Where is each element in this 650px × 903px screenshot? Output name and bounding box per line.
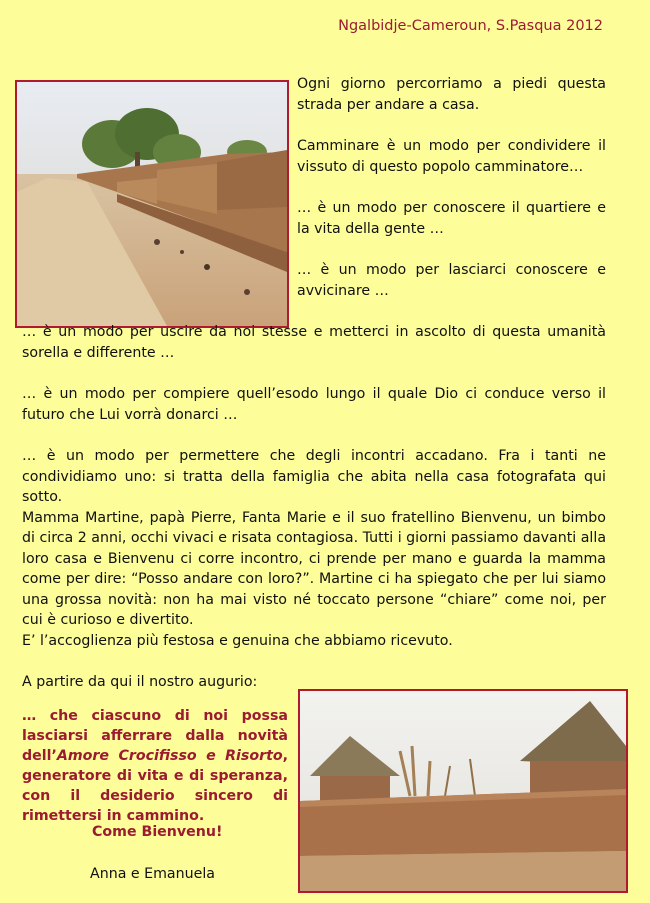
wish-emphasis: Amore Crocifisso e Risorto <box>56 748 283 764</box>
wish-text <box>22 706 288 826</box>
paragraph: … è un modo per lasciarci conoscere e avvicinare … <box>297 262 606 299</box>
signature: Anna e Emanuela <box>90 866 215 882</box>
wish-part2: , generatore di vita e di speranza, con il desiderio sincero di rimettersi in cammino. <box>22 748 288 824</box>
paragraph: A partire da qui il nostro augurio: <box>22 674 258 690</box>
paragraph: E’ l’accoglienza più festosa e genuina che abbiamo ricevuto. <box>22 632 453 649</box>
paragraph: Camminare è un modo per condividere il vissuto di questo popolo camminatore… <box>297 138 606 175</box>
wish-closing: Come Bienvenu! <box>92 824 223 840</box>
page-header: Ngalbidje-Cameroun, S.Pasqua 2012 <box>338 18 603 34</box>
paragraph: … è un modo per conoscere il quartiere e la vita della gente … <box>297 200 606 237</box>
paragraph: … è un modo per compiere quell’esodo lungo il quale Dio ci conduce verso il futuro che Lui vorrà donarci … <box>22 386 606 423</box>
paragraph: … è un modo per uscire da noi stesse e metterci in ascolto di questa umanità sorella e differente … <box>22 324 606 361</box>
photo-spacer <box>22 74 297 318</box>
photo-huts <box>298 689 628 893</box>
paragraph: … è un modo per permettere che degli incontri accadano. Fra i tanti ne condividiamo uno: si tratta della famiglia che abita nella casa fotografata qui sotto. <box>22 448 606 505</box>
wish-part1: … che ciascuno di noi possa lasciarsi afferrare dalla novità dell’ <box>22 708 288 764</box>
article-body <box>22 74 606 714</box>
paragraph: Ogni giorno percorriamo a piedi questa strada per andare a casa. <box>297 76 606 113</box>
paragraph: Mamma Martine, papà Pierre, Fanta Marie e il suo fratellino Bienvenu, un bimbo di circa 2 anni, occhi vivaci e risata contagiosa. Tutti i giorni passiamo davanti alla loro casa e Bienvenu ci corre incontro, ci prende per mano e guarda la mamma come per dire: “Posso andare con loro?”. Martine ci ha spiegato che per lui siamo una grossa novità: non ha mai visto né toccato persone “chiare” come noi, per cui è curioso e divertito. <box>22 509 607 628</box>
